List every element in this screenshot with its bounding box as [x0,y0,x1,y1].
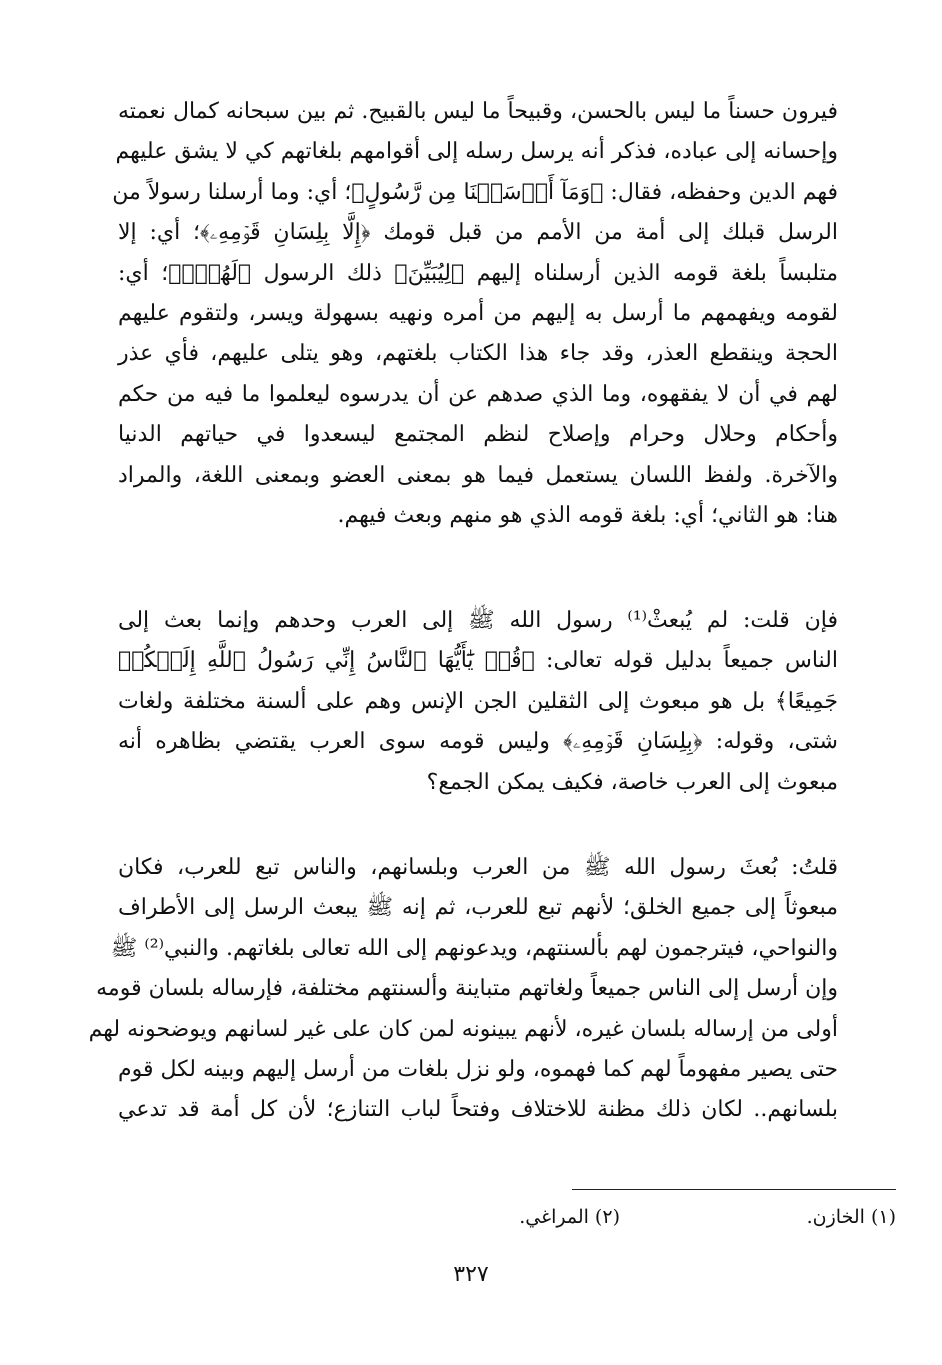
footnotes [300,1200,896,1234]
paragraph-3 [88,848,838,1131]
text-line: حتى يصير مفهوماً لهم كما فهموه، ولو نزل بلغات من أرسل إليهم وبينه لكل قوم [118,1056,838,1082]
text-line: متلبساً بلغة قومه الذين أرسلناه إليهم ﴿لِيُبَيِّنَ﴾ ذلك الرسول ﴿لَهُمۡۖ﴾؛ أي: [118,260,838,286]
text-line: لقومه ويفهمهم ما أرسل به إليهم من أمره ونهيه بسهولة ويسر، ولتقوم عليهم [118,300,838,326]
text-line: الناس جميعاً بدليل قوله تعالى: ﴿قُلۡ يَٰٓأَيُّهَا ٱلنَّاسُ إِنِّي رَسُولُ ٱللَّهِ إِلَيۡكُمۡ [118,648,838,674]
footnote-1: (١) الخازن. [806,1206,896,1228]
text-line: وأحكام وحلال وحرام وإصلاح لنظم المجتمع ليسعدوا في حياتهم الدنيا [118,422,838,448]
text-line: فهم الدين وحفظه، فقال: ﴿وَمَآ أَرۡسَلۡنَا مِن رَّسُولٍ﴾؛ أي: وما أرسلنا رسولاً من [112,179,838,205]
text-line: جَمِيعًا﴾ بل هو مبعوث إلى الثقلين الجن الإنس وهم على ألسنة مختلفة ولغات [118,688,838,714]
text-line: فيرون حسناً ما ليس بالحسن، وقبيحاً ما ليس بالقبيح. ثم بين سبحانه كمال نعمته [118,99,838,124]
text-line: هنا: هو الثاني؛ أي: بلغة قومه الذي هو منهم وبعث فيهم. [337,502,838,528]
footnote-2: (٢) المراغي. [519,1206,620,1228]
text-line: قلتُ: بُعثَ رسول الله ﷺ من العرب وبلسانهم، والناس تبع للعرب، فكان [118,855,838,880]
text-line: وإحسانه إلى عباده، فذكر أنه يرسل رسله إلى أقوامهم بلغاتهم كي لا يشق عليهم [115,139,838,165]
text-line: بلسانهم.. لكان ذلك مظنة للاختلاف وفتحاً لباب التنازع؛ لأن كل أمة قد تدعي [118,1097,838,1123]
footnote-divider [572,1189,896,1190]
text-line: فإن قلت: لم يُبعثْ⁽¹⁾ رسول الله ﷺ إلى العرب وحدهم وإنما بعث إلى [118,608,838,633]
text-line: لهم في أن لا يفقهوه، وما الذي صدهم عن أن يدرسوه ليعلموا ما فيه من حكم [118,381,838,407]
paragraph-1 [112,92,838,536]
text-line: والآخرة. ولفظ اللسان يستعمل فيما هو بمعنى العضو وبمعنى اللغة، والمراد [118,462,838,488]
text-line: الرسل قبلك إلى أمة من الأمم من قبل قومك ﴿إِلَّا بِلِسَانِ قَوۡمِهِۦ﴾؛ أي: إلا [118,220,838,246]
page-number: ٣٢٧ [453,1262,489,1287]
paragraph-2 [118,601,838,803]
text-line: شتى، وقوله: ﴿بِلِسَانِ قَوۡمِهِۦ﴾ وليس قومه سوى العرب يقتضي بظاهره أنه [118,729,838,755]
text-line: أولى من إرساله بلسان غيره، لأنهم يبينونه لمن كان على غير لسانهم ويوضحونه لهم [88,1016,838,1042]
text-line: الحجة وينقطع العذر، وقد جاء هذا الكتاب بلغتهم، وهو يتلى عليهم، فأي عذر [118,341,838,367]
text-line: مبعوثاً إلى جميع الخلق؛ لأنهم تبع للعرب، ثم إنه ﷺ يبعث الرسل إلى الأطراف [118,895,838,921]
text-line: وإن أرسل إلى الناس جميعاً ولغاتهم متباينة وألسنتهم مختلفة، فإرساله بلسان قومه [96,976,838,1002]
text-line: والنواحي، فيترجمون لهم بألسنتهم، ويدعونهم إلى الله تعالى بلغاتهم. والنبي⁽²⁾ ﷺ [110,935,838,961]
text-line: مبعوث إلى العرب خاصة، فكيف يمكن الجمع؟ [426,769,838,795]
